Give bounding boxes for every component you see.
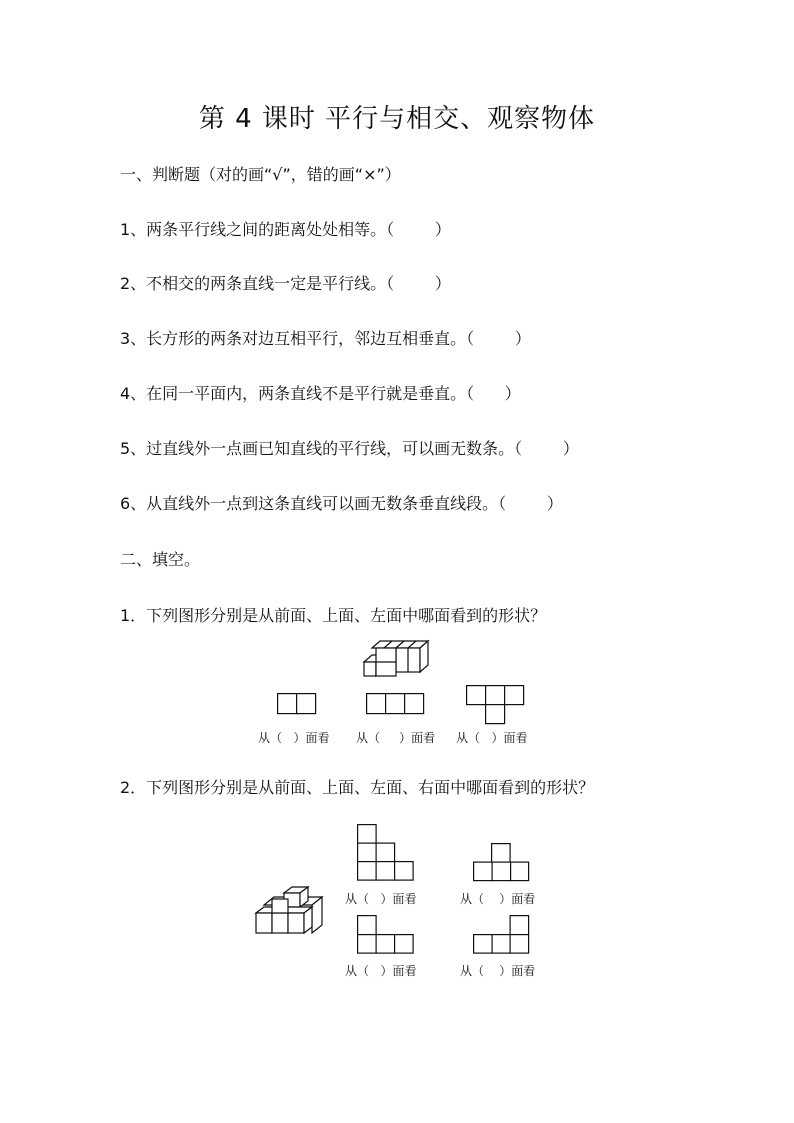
- q2-cube-figure: [254, 885, 326, 937]
- judgment-item-6: 6、从直线外一点到这条直线可以画无数条垂直线段。（ ）: [120, 494, 563, 513]
- page-title: 第 4 课时 平行与相交、观察物体: [198, 104, 596, 134]
- q2-caption-2: 从（ ）面看: [460, 892, 536, 906]
- q2-view-c: [357, 915, 414, 954]
- q2-caption-4: 从（ ）面看: [460, 964, 536, 978]
- section2-heading: 二、填空。: [120, 550, 201, 569]
- judgment-item-2: 2、不相交的两条直线一定是平行线。（ ）: [120, 274, 451, 293]
- q2-view-a: [357, 824, 414, 881]
- judgment-item-3: 3、长方形的两条对边互相平行，邻边互相垂直。（ ）: [120, 329, 531, 348]
- q2-view-b: [473, 843, 529, 881]
- q2-caption-1: 从（ ）面看: [345, 892, 417, 906]
- q2-view-d: [473, 915, 529, 954]
- q1-caption-1: 从（ ）面看: [258, 731, 330, 745]
- q1-view-a: [277, 693, 317, 715]
- q1-caption-2: 从（ ）面看: [356, 731, 436, 745]
- section1-heading: 一、判断题（对的画“√”，错的画“×”）: [120, 165, 401, 184]
- q1-view-b: [366, 693, 424, 715]
- question-2-text: 2．下列图形分别是从前面、上面、左面、右面中哪面看到的形状？: [120, 778, 595, 797]
- judgment-item-5: 5、过直线外一点画已知直线的平行线，可以画无数条。（ ）: [120, 439, 579, 458]
- q1-cube-figure: [356, 640, 436, 685]
- question-1-text: 1．下列图形分别是从前面、上面、左面中哪面看到的形状？: [120, 606, 547, 625]
- judgment-item-4: 4、在同一平面内，两条直线不是平行就是垂直。（ ）: [120, 384, 521, 403]
- q1-view-c: [466, 685, 524, 724]
- judgment-item-1: 1、两条平行线之间的距离处处相等。（ ）: [120, 220, 451, 239]
- q2-caption-3: 从（ ）面看: [345, 964, 417, 978]
- q1-caption-3: 从（ ）面看: [456, 731, 528, 745]
